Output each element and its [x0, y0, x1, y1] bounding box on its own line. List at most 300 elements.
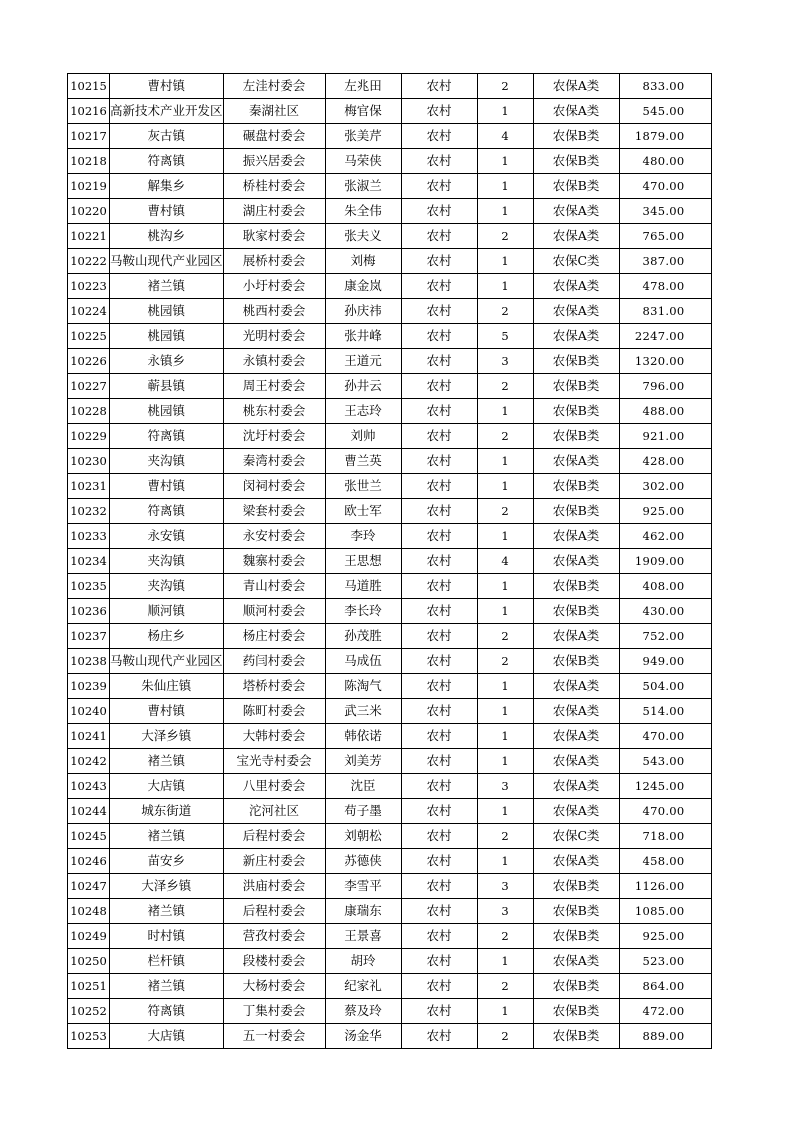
village-cell: 药闫村委会 — [223, 649, 325, 674]
amount-cell: 1245.00 — [619, 774, 711, 799]
row-id-cell: 10253 — [68, 1024, 110, 1049]
amount-cell: 545.00 — [619, 99, 711, 124]
row-id-cell: 10228 — [68, 399, 110, 424]
amount-cell: 428.00 — [619, 449, 711, 474]
table-row — [68, 799, 712, 824]
insurance-category-cell: 农保B类 — [533, 649, 619, 674]
amount-cell: 925.00 — [619, 499, 711, 524]
area-type-cell: 农村 — [401, 749, 477, 774]
row-id-cell: 10221 — [68, 224, 110, 249]
household-count-cell: 1 — [477, 399, 533, 424]
town-cell: 桃园镇 — [110, 324, 224, 349]
town-cell: 马鞍山现代产业园区 — [110, 249, 224, 274]
amount-cell: 472.00 — [619, 999, 711, 1024]
person-name-cell: 纪家礼 — [325, 974, 401, 999]
table-row — [68, 274, 712, 299]
insurance-category-cell: 农保B类 — [533, 174, 619, 199]
household-count-cell: 1 — [477, 674, 533, 699]
table-row — [68, 599, 712, 624]
town-cell: 大泽乡镇 — [110, 724, 224, 749]
household-count-cell: 1 — [477, 699, 533, 724]
amount-cell: 925.00 — [619, 924, 711, 949]
insurance-category-cell: 农保B类 — [533, 374, 619, 399]
row-id-cell: 10230 — [68, 449, 110, 474]
records-table-body — [68, 74, 712, 1049]
row-id-cell: 10242 — [68, 749, 110, 774]
insurance-category-cell: 农保A类 — [533, 99, 619, 124]
household-count-cell: 2 — [477, 1024, 533, 1049]
table-row — [68, 699, 712, 724]
town-cell: 褚兰镇 — [110, 749, 224, 774]
household-count-cell: 3 — [477, 899, 533, 924]
household-count-cell: 2 — [477, 624, 533, 649]
table-row — [68, 674, 712, 699]
person-name-cell: 王志玲 — [325, 399, 401, 424]
amount-cell: 831.00 — [619, 299, 711, 324]
household-count-cell: 1 — [477, 749, 533, 774]
village-cell: 光明村委会 — [223, 324, 325, 349]
village-cell: 秦湾村委会 — [223, 449, 325, 474]
insurance-category-cell: 农保B类 — [533, 599, 619, 624]
person-name-cell: 王景喜 — [325, 924, 401, 949]
area-type-cell: 农村 — [401, 424, 477, 449]
person-name-cell: 孙井云 — [325, 374, 401, 399]
row-id-cell: 10229 — [68, 424, 110, 449]
amount-cell: 462.00 — [619, 524, 711, 549]
table-row — [68, 74, 712, 99]
table-row — [68, 99, 712, 124]
amount-cell: 1126.00 — [619, 874, 711, 899]
insurance-category-cell: 农保B类 — [533, 399, 619, 424]
row-id-cell: 10222 — [68, 249, 110, 274]
table-row — [68, 974, 712, 999]
row-id-cell: 10217 — [68, 124, 110, 149]
area-type-cell: 农村 — [401, 624, 477, 649]
person-name-cell: 王思想 — [325, 549, 401, 574]
amount-cell: 345.00 — [619, 199, 711, 224]
row-id-cell: 10243 — [68, 774, 110, 799]
table-row — [68, 199, 712, 224]
table-row — [68, 774, 712, 799]
town-cell: 大泽乡镇 — [110, 874, 224, 899]
amount-cell: 488.00 — [619, 399, 711, 424]
area-type-cell: 农村 — [401, 674, 477, 699]
village-cell: 沈圩村委会 — [223, 424, 325, 449]
table-row — [68, 874, 712, 899]
area-type-cell: 农村 — [401, 124, 477, 149]
area-type-cell: 农村 — [401, 649, 477, 674]
insurance-category-cell: 农保A类 — [533, 749, 619, 774]
household-count-cell: 1 — [477, 949, 533, 974]
amount-cell: 1879.00 — [619, 124, 711, 149]
person-name-cell: 刘美芳 — [325, 749, 401, 774]
row-id-cell: 10231 — [68, 474, 110, 499]
row-id-cell: 10248 — [68, 899, 110, 924]
person-name-cell: 陈淘气 — [325, 674, 401, 699]
household-count-cell: 1 — [477, 799, 533, 824]
row-id-cell: 10245 — [68, 824, 110, 849]
amount-cell: 752.00 — [619, 624, 711, 649]
insurance-category-cell: 农保A类 — [533, 324, 619, 349]
person-name-cell: 李长玲 — [325, 599, 401, 624]
village-cell: 桥桂村委会 — [223, 174, 325, 199]
person-name-cell: 李玲 — [325, 524, 401, 549]
village-cell: 小圩村委会 — [223, 274, 325, 299]
area-type-cell: 农村 — [401, 1024, 477, 1049]
village-cell: 耿家村委会 — [223, 224, 325, 249]
amount-cell: 470.00 — [619, 724, 711, 749]
household-count-cell: 5 — [477, 324, 533, 349]
amount-cell: 765.00 — [619, 224, 711, 249]
person-name-cell: 张井峰 — [325, 324, 401, 349]
household-count-cell: 2 — [477, 649, 533, 674]
household-count-cell: 1 — [477, 524, 533, 549]
amount-cell: 949.00 — [619, 649, 711, 674]
town-cell: 符离镇 — [110, 999, 224, 1024]
insurance-category-cell: 农保B类 — [533, 874, 619, 899]
village-cell: 永安村委会 — [223, 524, 325, 549]
insurance-category-cell: 农保A类 — [533, 299, 619, 324]
person-name-cell: 胡玲 — [325, 949, 401, 974]
area-type-cell: 农村 — [401, 174, 477, 199]
row-id-cell: 10251 — [68, 974, 110, 999]
table-row — [68, 924, 712, 949]
row-id-cell: 10247 — [68, 874, 110, 899]
table-row — [68, 574, 712, 599]
person-name-cell: 康瑞东 — [325, 899, 401, 924]
village-cell: 湖庄村委会 — [223, 199, 325, 224]
insurance-category-cell: 农保A类 — [533, 624, 619, 649]
town-cell: 桃沟乡 — [110, 224, 224, 249]
table-row — [68, 649, 712, 674]
area-type-cell: 农村 — [401, 699, 477, 724]
town-cell: 夹沟镇 — [110, 549, 224, 574]
amount-cell: 430.00 — [619, 599, 711, 624]
household-count-cell: 3 — [477, 349, 533, 374]
town-cell: 符离镇 — [110, 149, 224, 174]
table-row — [68, 399, 712, 424]
table-row — [68, 349, 712, 374]
village-cell: 左洼村委会 — [223, 74, 325, 99]
town-cell: 曹村镇 — [110, 474, 224, 499]
area-type-cell: 农村 — [401, 274, 477, 299]
village-cell: 洪庙村委会 — [223, 874, 325, 899]
person-name-cell: 苏德侠 — [325, 849, 401, 874]
table-row — [68, 624, 712, 649]
area-type-cell: 农村 — [401, 774, 477, 799]
town-cell: 符离镇 — [110, 424, 224, 449]
insurance-category-cell: 农保A类 — [533, 674, 619, 699]
town-cell: 褚兰镇 — [110, 974, 224, 999]
area-type-cell: 农村 — [401, 224, 477, 249]
household-count-cell: 2 — [477, 424, 533, 449]
person-name-cell: 沈臣 — [325, 774, 401, 799]
area-type-cell: 农村 — [401, 449, 477, 474]
row-id-cell: 10216 — [68, 99, 110, 124]
person-name-cell: 王道元 — [325, 349, 401, 374]
person-name-cell: 蔡及玲 — [325, 999, 401, 1024]
town-cell: 褚兰镇 — [110, 824, 224, 849]
row-id-cell: 10246 — [68, 849, 110, 874]
household-count-cell: 2 — [477, 499, 533, 524]
town-cell: 符离镇 — [110, 499, 224, 524]
area-type-cell: 农村 — [401, 524, 477, 549]
household-count-cell: 3 — [477, 774, 533, 799]
insurance-category-cell: 农保B类 — [533, 1024, 619, 1049]
amount-cell: 470.00 — [619, 799, 711, 824]
insurance-category-cell: 农保A类 — [533, 74, 619, 99]
table-row — [68, 324, 712, 349]
area-type-cell: 农村 — [401, 249, 477, 274]
insurance-category-cell: 农保B类 — [533, 924, 619, 949]
row-id-cell: 10241 — [68, 724, 110, 749]
person-name-cell: 刘朝松 — [325, 824, 401, 849]
amount-cell: 833.00 — [619, 74, 711, 99]
person-name-cell: 马荣侠 — [325, 149, 401, 174]
household-count-cell: 1 — [477, 174, 533, 199]
village-cell: 杨庄村委会 — [223, 624, 325, 649]
person-name-cell: 孙茂胜 — [325, 624, 401, 649]
row-id-cell: 10223 — [68, 274, 110, 299]
town-cell: 夹沟镇 — [110, 449, 224, 474]
table-row — [68, 524, 712, 549]
row-id-cell: 10238 — [68, 649, 110, 674]
row-id-cell: 10240 — [68, 699, 110, 724]
person-name-cell: 曹兰英 — [325, 449, 401, 474]
village-cell: 段楼村委会 — [223, 949, 325, 974]
town-cell: 栏杆镇 — [110, 949, 224, 974]
village-cell: 桃西村委会 — [223, 299, 325, 324]
village-cell: 桃东村委会 — [223, 399, 325, 424]
household-count-cell: 1 — [477, 574, 533, 599]
amount-cell: 478.00 — [619, 274, 711, 299]
area-type-cell: 农村 — [401, 599, 477, 624]
amount-cell: 408.00 — [619, 574, 711, 599]
insurance-category-cell: 农保A类 — [533, 799, 619, 824]
town-cell: 桃园镇 — [110, 399, 224, 424]
area-type-cell: 农村 — [401, 799, 477, 824]
row-id-cell: 10219 — [68, 174, 110, 199]
town-cell: 马鞍山现代产业园区 — [110, 649, 224, 674]
person-name-cell: 梅官保 — [325, 99, 401, 124]
table-row — [68, 449, 712, 474]
area-type-cell: 农村 — [401, 199, 477, 224]
insurance-category-cell: 农保C类 — [533, 249, 619, 274]
area-type-cell: 农村 — [401, 574, 477, 599]
amount-cell: 921.00 — [619, 424, 711, 449]
amount-cell: 889.00 — [619, 1024, 711, 1049]
household-count-cell: 1 — [477, 999, 533, 1024]
table-row — [68, 899, 712, 924]
town-cell: 永安镇 — [110, 524, 224, 549]
amount-cell: 480.00 — [619, 149, 711, 174]
area-type-cell: 农村 — [401, 299, 477, 324]
town-cell: 大店镇 — [110, 774, 224, 799]
table-row — [68, 499, 712, 524]
table-row — [68, 549, 712, 574]
town-cell: 朱仙庄镇 — [110, 674, 224, 699]
village-cell: 营孜村委会 — [223, 924, 325, 949]
person-name-cell: 汤金华 — [325, 1024, 401, 1049]
insurance-category-cell: 农保A类 — [533, 449, 619, 474]
village-cell: 八里村委会 — [223, 774, 325, 799]
area-type-cell: 农村 — [401, 924, 477, 949]
insurance-category-cell: 农保A类 — [533, 724, 619, 749]
area-type-cell: 农村 — [401, 849, 477, 874]
household-count-cell: 1 — [477, 449, 533, 474]
village-cell: 周王村委会 — [223, 374, 325, 399]
row-id-cell: 10233 — [68, 524, 110, 549]
table-row — [68, 149, 712, 174]
person-name-cell: 刘梅 — [325, 249, 401, 274]
village-cell: 展桥村委会 — [223, 249, 325, 274]
insurance-category-cell: 农保B类 — [533, 574, 619, 599]
insurance-category-cell: 农保B类 — [533, 899, 619, 924]
town-cell: 时村镇 — [110, 924, 224, 949]
village-cell: 顺河村委会 — [223, 599, 325, 624]
insurance-category-cell: 农保B类 — [533, 499, 619, 524]
insurance-category-cell: 农保A类 — [533, 849, 619, 874]
amount-cell: 1085.00 — [619, 899, 711, 924]
row-id-cell: 10237 — [68, 624, 110, 649]
area-type-cell: 农村 — [401, 99, 477, 124]
person-name-cell: 张夫义 — [325, 224, 401, 249]
area-type-cell: 农村 — [401, 974, 477, 999]
amount-cell: 470.00 — [619, 174, 711, 199]
town-cell: 顺河镇 — [110, 599, 224, 624]
row-id-cell: 10250 — [68, 949, 110, 974]
amount-cell: 864.00 — [619, 974, 711, 999]
insurance-category-cell: 农保A类 — [533, 199, 619, 224]
household-count-cell: 1 — [477, 274, 533, 299]
area-type-cell: 农村 — [401, 324, 477, 349]
row-id-cell: 10235 — [68, 574, 110, 599]
town-cell: 蕲县镇 — [110, 374, 224, 399]
row-id-cell: 10224 — [68, 299, 110, 324]
person-name-cell: 孙庆祎 — [325, 299, 401, 324]
person-name-cell: 张世兰 — [325, 474, 401, 499]
row-id-cell: 10239 — [68, 674, 110, 699]
town-cell: 苗安乡 — [110, 849, 224, 874]
insurance-category-cell: 农保B类 — [533, 424, 619, 449]
insurance-category-cell: 农保A类 — [533, 774, 619, 799]
person-name-cell: 武三米 — [325, 699, 401, 724]
records-table — [67, 73, 712, 1049]
village-cell: 后程村委会 — [223, 824, 325, 849]
insurance-category-cell: 农保B类 — [533, 474, 619, 499]
table-row — [68, 424, 712, 449]
area-type-cell: 农村 — [401, 349, 477, 374]
town-cell: 杨庄乡 — [110, 624, 224, 649]
household-count-cell: 1 — [477, 599, 533, 624]
village-cell: 大杨村委会 — [223, 974, 325, 999]
area-type-cell: 农村 — [401, 949, 477, 974]
area-type-cell: 农村 — [401, 549, 477, 574]
amount-cell: 543.00 — [619, 749, 711, 774]
row-id-cell: 10218 — [68, 149, 110, 174]
row-id-cell: 10232 — [68, 499, 110, 524]
town-cell: 城东街道 — [110, 799, 224, 824]
village-cell: 新庄村委会 — [223, 849, 325, 874]
insurance-category-cell: 农保C类 — [533, 824, 619, 849]
town-cell: 高新技术产业开发区 — [110, 99, 224, 124]
row-id-cell: 10249 — [68, 924, 110, 949]
table-row — [68, 124, 712, 149]
village-cell: 宝光寺村委会 — [223, 749, 325, 774]
row-id-cell: 10252 — [68, 999, 110, 1024]
insurance-category-cell: 农保A类 — [533, 274, 619, 299]
table-row — [68, 724, 712, 749]
insurance-category-cell: 农保A类 — [533, 224, 619, 249]
table-row — [68, 749, 712, 774]
village-cell: 碾盘村委会 — [223, 124, 325, 149]
row-id-cell: 10236 — [68, 599, 110, 624]
household-count-cell: 3 — [477, 874, 533, 899]
household-count-cell: 2 — [477, 224, 533, 249]
amount-cell: 302.00 — [619, 474, 711, 499]
village-cell: 永镇村委会 — [223, 349, 325, 374]
area-type-cell: 农村 — [401, 874, 477, 899]
area-type-cell: 农村 — [401, 824, 477, 849]
insurance-category-cell: 农保B类 — [533, 999, 619, 1024]
row-id-cell: 10227 — [68, 374, 110, 399]
person-name-cell: 康金岚 — [325, 274, 401, 299]
insurance-category-cell: 农保A类 — [533, 699, 619, 724]
person-name-cell: 欧士军 — [325, 499, 401, 524]
insurance-category-cell: 农保A类 — [533, 524, 619, 549]
person-name-cell: 张美芹 — [325, 124, 401, 149]
table-row — [68, 474, 712, 499]
row-id-cell: 10226 — [68, 349, 110, 374]
amount-cell: 504.00 — [619, 674, 711, 699]
town-cell: 解集乡 — [110, 174, 224, 199]
table-row — [68, 999, 712, 1024]
household-count-cell: 4 — [477, 124, 533, 149]
household-count-cell: 2 — [477, 974, 533, 999]
household-count-cell: 1 — [477, 724, 533, 749]
village-cell: 魏寨村委会 — [223, 549, 325, 574]
area-type-cell: 农村 — [401, 899, 477, 924]
row-id-cell: 10244 — [68, 799, 110, 824]
person-name-cell: 马成伍 — [325, 649, 401, 674]
area-type-cell: 农村 — [401, 999, 477, 1024]
insurance-category-cell: 农保A类 — [533, 949, 619, 974]
amount-cell: 523.00 — [619, 949, 711, 974]
village-cell: 塔桥村委会 — [223, 674, 325, 699]
town-cell: 大店镇 — [110, 1024, 224, 1049]
person-name-cell: 马道胜 — [325, 574, 401, 599]
area-type-cell: 农村 — [401, 74, 477, 99]
area-type-cell: 农村 — [401, 149, 477, 174]
insurance-category-cell: 农保A类 — [533, 549, 619, 574]
village-cell: 沱河社区 — [223, 799, 325, 824]
table-row — [68, 174, 712, 199]
person-name-cell: 朱全伟 — [325, 199, 401, 224]
household-count-cell: 4 — [477, 549, 533, 574]
person-name-cell: 张淑兰 — [325, 174, 401, 199]
person-name-cell: 李雪平 — [325, 874, 401, 899]
insurance-category-cell: 农保B类 — [533, 149, 619, 174]
table-row — [68, 824, 712, 849]
village-cell: 振兴居委会 — [223, 149, 325, 174]
amount-cell: 796.00 — [619, 374, 711, 399]
area-type-cell: 农村 — [401, 724, 477, 749]
table-row — [68, 1024, 712, 1049]
person-name-cell: 苟子墨 — [325, 799, 401, 824]
village-cell: 丁集村委会 — [223, 999, 325, 1024]
village-cell: 五一村委会 — [223, 1024, 325, 1049]
household-count-cell: 1 — [477, 849, 533, 874]
